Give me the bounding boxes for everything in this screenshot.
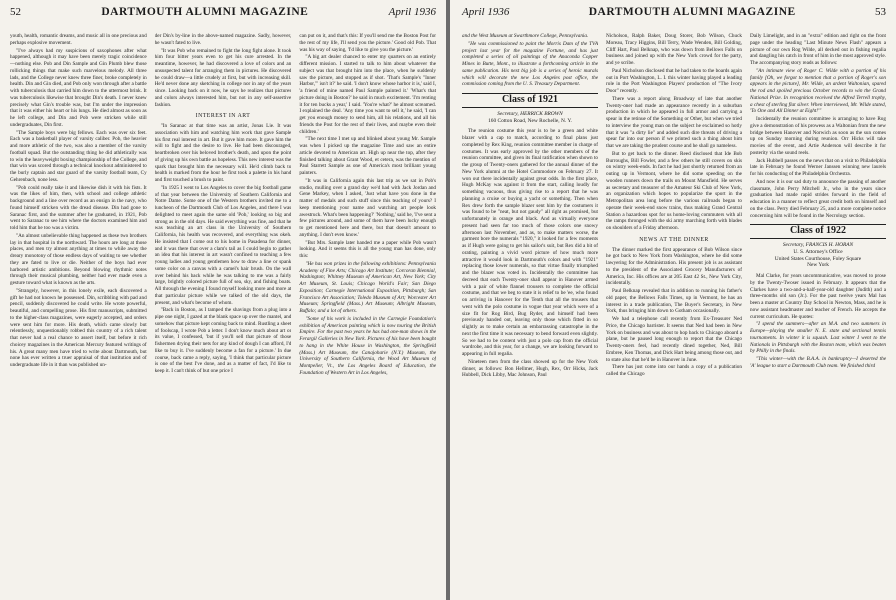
paragraph: "Strangely, however, in this lonely exile, each discovered a gift he had not known he possessed. Din, scribbling with pad and pencil, suddenly discovered he could write. He wrote powerful, beautiful, and compelling prose. His first manuscripts, submitted to the higher-class magazines, were eagerly accepted, and orders were sent him for more. His death, which came slowly but relentlessly, unquestionably robbed this country of a rich talent that never had a real chance to assert itself, but before it rich choicey magazines in the American Mercury featured writings of his. A great many men have tried to write about Dartmouth, but none has ever written a truer appraisal of that institution and of undergraduate life in it than was published un- [10, 287, 147, 368]
paragraph: Daily Limelight, and in an "extra" edition and right on the front page under the heading "Last Minute News Flash" appears a picture of our own Rog Wilde, all decked out in fishing regalia and dangling his catch in front of him in the most approved style. The accompanying story reads as follows: [750, 33, 886, 66]
secretary-address: 160 Cotton Road, New Rochelle, N. Y. [488, 117, 572, 124]
paragraph: "He was commissioned to paint the Morris Dam of the TVA project last year for the magazine Fortune, and has just completed a series of oil paintings of the Anaconda Copper Mines in Butte, Mont., to illustrate a forthcoming article in the same publication. His next big job is a series of heroic murals which will decorate the new Los Angeles post office, the commission coming from the U. S. Treasury Department. [462, 40, 598, 88]
class-heading-1921 [462, 93, 598, 108]
paragraph: And now it is our sad duty to announce the passing of another classmate, John Perry Mitchell Jr., who in the years since graduation had made rapid strides forward in the field of education in a manner to reflect great credit both on himself and on the class. Perry died February 25, and a more complete notice concerning him will be found in the Necrology section. [750, 178, 886, 219]
subheading: INTEREST IN ART [195, 113, 251, 120]
magazine-title: DARTMOUTH ALUMNI MAGAZINE [101, 6, 309, 18]
page-number: 53 [875, 6, 886, 18]
paragraph: Jack Hubbell passes on the news that on a visit to Philadelphia late in February he found Werner Janssen winning new laurels for his conducting of the Philadelphia Orchestra. [750, 157, 886, 177]
paragraph: and the West Museum at Swarthmore College, Pennsylvania. [462, 33, 589, 39]
paragraph: "An intimate view of Roger C. Wilde with a portion of his family [Oh, we forgot to mention that a portion of Roger's son appears in the picture], Mr. Wilde, an ardent Waltonian, spared the rod and spoiled precious October records to win the Grand National Prize. In recognition received the Alfred Terrell trophy, a chest of sterling flat silver. When interviewed, Mr. Wilde stated, 'To One and All Dinner at Eight!'" [750, 67, 886, 115]
left-page [0, 0, 446, 600]
paragraph: der Din's by-line in the above-named magazine. Sadly, however, he wasn't fated to live. [154, 33, 292, 46]
subheading: NEWS AT THE DINNER [639, 236, 709, 243]
paragraph: "Pob could really take it and likewise dish it with his fists. It was the likes of him, then, with school and college athletic background and a line over record as an ensign in the navy, who found himself stricken with the dread disease. Din had gone to Saranac first, and the summer after he graduated, in 1921, Pob went to Saranac to see him where the doctors examined him and told him that he too was a victim. [10, 184, 147, 231]
text-columns [462, 33, 886, 599]
paragraph: The dinner marked the first appearance of Bob Wilson since he got back to New York from Washington, where he did some lawyering for the Administration. His present job is as assistant to the president of the Associated Grocery Manufacturers of America, Inc. His offices are at 205 East 42 St., New York City, incidentally. [606, 246, 742, 287]
address-line: U. S. Attorney's Office [793, 248, 843, 255]
paragraph: Incidentally the reunion committee is arranging to have Rog give a demonstration of his prowess as a Waltonian from the new bridge between Hanover and Norwich as soon as the sun comes up on Sunday morning during reunion. Orr Hicks will take movies of the event, and Artie Anderson will describe it for posterity via the sound reels. [750, 116, 886, 156]
issue-date: April 1936 [462, 6, 510, 18]
secretary-address [750, 249, 886, 269]
column-3 [750, 33, 886, 599]
page-number: 52 [10, 6, 21, 18]
class-secretary: Secretary, HERRICK BROWN [497, 110, 563, 117]
paragraph: Nicholson, Ralph Baker, Doug Storer, Bob Wilson, Chuck Moreau, Tracy Higgins, Bill Terry, Wade Wenden, Bill Golding, Cliff Hart, Paul Belknap, who was down from Bellows Falls on business and joined up with the New York crowd for the party, and ye scribe. [606, 33, 742, 66]
column-1 [462, 33, 598, 599]
paragraph: Paul Belknap revealed that in addition to running his father's old paper, the Bellows Falls Times, up in Vermont, he has an interest in a trade publication, The Buyer's Secretary, in New York, thus bringing him down to Gotham occasionally. [606, 288, 742, 315]
paragraph: youth, health, romantic dreams, and music all in one precious and perhaps explosive movement. [10, 33, 147, 46]
paragraph: "Back in Boston, as I tamped the shavings from a plug into a pipe one night, I gazed at the blank space up over the mantel, and somehow that picture kept coming back to mind. Rustling a sheet of foolscap, I wrote Pob a letter. I don't know much about art or its value, I confessed, 'but if you'll sell that picture of those fishermen drying their nets for any kind of dough I can afford, I'd like to buy it. I've suddenly become a fan for a picture.' In due course, back came a reply, saying, 'I think that particular picture is one of the best I've done, and as a matter of fact, I'd like to keep it. I can't think of but one price I [154, 307, 292, 374]
paragraph: "I've always had my suspicions of saxophones after what happened, although it may have been merely tragic coincidence—nothing else. Pob and Din Sample and Gin Plumb blew those rollicking things that make such marvelous melody. All three lads, and the College never knew three finer, broke completely in health. Din and Gin died, and Pob only won through after a battle with tuberculosis that carried him down to the uttermost brink. It was tuberculosis likewise that brought Din's death. I never knew precisely what Gin's trouble was, but I'm under the impression that it was either his heart or his lungs. He died almost as soon as he left college, and Din and Pob were stricken while still undergraduates, Din first. [10, 47, 147, 128]
paragraph: "He has won prizes in the following exhibitions: Pennsylvania Academy of Fine Arts; Chicago Art Institute; Corcoran Biennial, Washington; Whitney Museum of American Art, New York; City Art Museum, St. Louis; Chicago World's Fair; San Diego Exposition; Carnegie International Exposition, Pittsburgh; San Francisco Art Association; Toledo Museum of Art; Worcester Art Museum; Springfield (Mass.) Art Museum; Albright Museum, Buffalo; and a lot of others. [299, 260, 437, 314]
paragraph: There has just come into our hands a copy of a publication called the Chicago [606, 364, 742, 377]
column-2 [606, 33, 742, 599]
magazine-title: DARTMOUTH ALUMNI MAGAZINE [588, 6, 796, 18]
paragraph: The reunion costume this year is to be a green and white blazer with a cap to match, according to final plans just completed by Rex King, reunion committee member in charge of costumes. It was early approved by the other members of the reunion committee, and given its final ratification when shown to the group of Twenty-oners gathered for the annual dinner of the New York alumni at the Hotel Commodore on February 27. It won out there incidentally against great odds. In the first place, Hugh McKay was against it from the start, calling loudly for something vacuous, thus giving rise to a report that he was planning a cruise or buying a yacht or something. Then when Rex drew forth the sample blazer sent him by the costumers it was found to be "neat, but not gaudy" all right as promised, but unfortunately in orange and black. And as virtually everyone present had seen far too much of those colors one snowy afternoon last November, and as, to make matters worse, the garment bore the numerals "1920," it looked for a few moments as if Hugh were going to get his sailor's suit, but Rex did a bit of orating, painting a vivid word picture of how much more attractive it would look in Dartmouth's colors and with "1921" replacing those lower numerals, so that virtue finally triumphed and the blazer was voted in. Incidentally the committee has decreed that each Twenty-oner shall appear in Hanover armed with a pair of white flannel trousers to complete the official costume, and that we beg to state it is relief to be 'ee, who found on arriving in Hanover for the Tenth that all the trousers that went with the polo costume in vogue that year which were of a size fit for Rog Bird, Bug Ryder, and himself had been previously handed out, leaving only those which fitted in so slightly as to make certain an embarrassing catastrophe in the next the first time it was necessary to bend forward even slightly. So we had to be content with just a polo cap from the official wardrobe, and this year, for a change, we are looking forward to appearing in full regalia. [462, 128, 598, 357]
paragraph: "Some of his work is included in the Carnegie Foundation's exhibition of American painting which is now touring the British Empire. For the past two years he has had one-man shows in the Ferargil Galleries in New York. Pictures of his have been bought to hang in the White House in Washington, the Springfield (Mass.) Art Museum, the Canajoharie (N.Y.) Museum, the University of Southern California, the Wood Art Museum of Montpelier, Vt., the Los Angeles Board of Education, the Foundation of Western Art in Los Angeles, [299, 315, 437, 376]
paragraph: "I spend the summers—after an M.A. and two summers in Europe—playing the smaller N. E. state and sectional tennis tournaments. In winter it is squash. Last winter I went to the Nationals in Pittsburgh with the Boston team, which was beaten by Philly in the finals. [750, 321, 886, 355]
paragraph: "It was in California again this last trip as we sat in Pob's studio, mulling over a grand day we'd had with Jack Jordan and Gene Markey, when I asked, 'Just what have you done in the matter of medals and such stuff since this teaching of yours? I keep mentioning your name and watching art people look awestruck. What's been happening?' 'Nothing,' said he, 'I've sent a few pictures around, and some of them have been lucky enough to get mentioned here and there, but that doesn't amount to anything. I don't even know.' [299, 177, 437, 238]
class-title: Class of 1921 [501, 94, 559, 105]
column-3 [299, 33, 436, 599]
paragraph: We had a telephone call recently from Ex-Treasurer Ned Price, the Chicago barrister. It seems that Ned had been in New York on business and was about to hop back to Chicago aboard a plane, but he paused long enough to report that the Chicago Twenty-oners feel, had recently dined together, Ned, Bill Embree, Ken Thomas, and Dick Hart being among those out, and to state also that he'd be in Hanover in June. [606, 316, 742, 363]
paragraph: But to get back to the dinner. Reed disclosed that Ide Bob Burroughs, Bill Fowler, and a few others he still covers on skis on wintry week-ends. In fact he had just shortly returned from an outing up in Vermont, where he did some speeding on the wooden runners down the trails on Mount Mansfield. He serves as secretary and treasurer of the Amateur Ski Club of New York, an organization which hopes to popularize the sport in the Metropolitan area long before the various railroads began to operate their week-end snow trains, thus making Grand Central Station a hazardous spot for us home-loving commuters with all the ramps thronged with the ski army marching forth with blades on shoulders of a Friday afternoon. [606, 150, 742, 231]
paragraph: can put on it, and that's this: If you'll send me the Boston Post for the rest of my life, I'll send you the picture.' Good old Pob. That was his way of saying, 'I'd like to give you the picture.' [299, 33, 437, 53]
class-secretary: Secretary, FRANCIS H. HORAN [782, 242, 854, 248]
page-header [10, 6, 436, 29]
paragraph: Paul Nicholson disclosed that he had taken to the boards again out in Port Washington, L. I. this winter having played a leading role in the Port Washington Players' production of "The Ivory Door" recently. [606, 67, 742, 94]
paragraph: "A big art dealer chanced to enter my quarters on an entirely different mission. I started to talk to him about whatever the subject was that brought him into the place, when he suddenly saw the picture, and stopped as if shot. 'That's Sample's "Inner Harbor,"' isn't it?' he said. 'I don't know whose harbor it is,' said I, 'a friend of mine named Paul Sample painted it.' 'What's that picture doing in Boston?' he said in much excitement. 'I'm renting it for ten bucks a year,' I said. 'You're what?' he almost screamed. I explained the deal. 'Any time you want to sell it,' he said, 'I can get you enough money to send him, all his relations, and all his friends the Post for the rest of their lives, and maybe even their children.' [299, 54, 437, 135]
class-title: Class of 1922 [789, 225, 847, 237]
paragraph: "It was Pob who remained to fight the long fight alone. It took him four bitter years even to get his cure arrested. In the meantime, however, he had discovered a love of colors and an unsuspected talent for arranging them in pictures. He discovered he could draw—a little crudely at first, but with increasing skill. He'd never done any sketching in college nor in any of the years since. Looking back on it now, he says he realizes that pictures and colors always interested him, but not in any self-assertive fashion. [154, 47, 292, 108]
column-2 [155, 33, 292, 599]
address-line: United States Courthouse, Foley Square [774, 255, 862, 262]
paragraph: Nineteen men from the class showed up for the New York dinner, as follows: Bon Hellmer, Hugh, Rex, Orr Hicks, Jack Hubbell, Dick Libby, Mac Johnson, Paul [462, 358, 598, 379]
paragraph: "An almost unbelievable thing happened as these two brothers lay in that hospital in the northward. The hours are long at those places, and men try almost anything at times to while away the dreary monotony of those endless days of waiting to see whether they are fated to live or die. Neither of the boys had ever harbored artistic ambitions. Beyond blowing rhythmic notes through their musical plumbing, neither had ever made even a gesture toward what is known as the arts. [10, 232, 147, 286]
column-1 [10, 33, 147, 599]
right-page [450, 0, 896, 600]
paragraph: Mal Clarke, for years uncommunicative, was moved to prose by the Twenty-Twoser issued in February. It appears that the Clarkes have a two-and-a-half-year-old daughter (Judith) and a three-months old son (Jr.). For the past twelve years Mal has been a master at Country Day School in Newton, Mass, and he is now assistant headmaster and teacher of French. He accepts the current curriculum. He quotes: [750, 273, 886, 320]
text-columns [10, 33, 436, 599]
issue-date: April 1936 [388, 6, 436, 18]
address-line: New York [807, 262, 829, 269]
page-header [462, 6, 886, 29]
paragraph: "The next time I met up and blinked about young Mr. Sample was when I picked up the magazine Time and saw an entire article devoted to American art. High up near the top, after they finished talking about Grant Wood, et cetera, was the mention of Paul Starrett Sample as one of America's most brilliant young painters. [299, 136, 437, 176]
class-heading-1922 [750, 224, 886, 239]
paragraph: "The Sample boys were big fellows. Each was over six feet. Each was a basketball player of varsity caliber. Pob, the heavier and more athletic of the two, was also a member of the varsity football squad. But the outstanding thing he did athletically was to win the heavyweight boxing championship of the College, and that win was scored through a technical knockout administered to the burly captain and star guard of the varsity football team, Cy Gehrenbach, none less. [10, 129, 147, 183]
paragraph: "But Mrs. Sample later handed me a paper while Pob wasn't looking. And it seems this is all the young man has done, only this: [299, 239, 437, 259]
paragraph: "In Saranac at that time was an artist, Jonas Lie. It was association with him and watching him work that gave Sample his first real interest in art. But it gave him more. It gave him the will to fight and the desire to live. He had been discouraged, heartbroken over his beloved brother's death, and upon the point of giving up his own battle as hopeless. This new interest was the spark that brought him the necessary will. He'd climb back to health is marked from the hour he first took a palette in his hand and first touched a brush to paint. [154, 123, 292, 183]
paragraph: "In 1925 I went to Los Angeles to cover the big football game of that year between the University of Southern California and Notre Dame. Some one of the Western brothers invited me to a luncheon of the Dartmouth Club of Los Angeles, and there I was delighted to meet again the same old 'Pob,' looking so big and strong as in the old days. He said everything was fine, and that he was teaching an art class in the University of Southern California, his health was recovered, and everything was okeh. He insisted that I come out to his home in Pasadena for dinner, and it was there that over a clam's tail as I could begin to gather an idea that his interest in art wasn't confined to teaching a few young ladies and young gentlemen how to draw a line or spank some color on a canvas with a camel's hair brush. On the wall over behind his back while he was talking to me was a fairly large, brightly colored picture full of sea, sky, and fishing boats. All through the evening I found myself looking more and more at that particular picture while we talked of the old days, the present, and what's become of whom. [154, 184, 292, 306]
paragraph: "This winter—with the B.A.A. in bankruptcy—I deserted the 'A' league to start a Dartmouth Club team. We finished third [750, 356, 886, 369]
paragraph: There was a report along Broadway of late that another Twenty-oner had made an appearance recently in a suburban production in which he appeared in full armor and carrying a spear in the retinue of the Something or Other, but when we tried to interview the young man on the subject he exclaimed so hotly that it was "a dirty lie" and added such dire threats of driving a spear far into our person if we printed such a thing about him that we are taking the prudent course and he shall go nameless. [606, 95, 742, 149]
